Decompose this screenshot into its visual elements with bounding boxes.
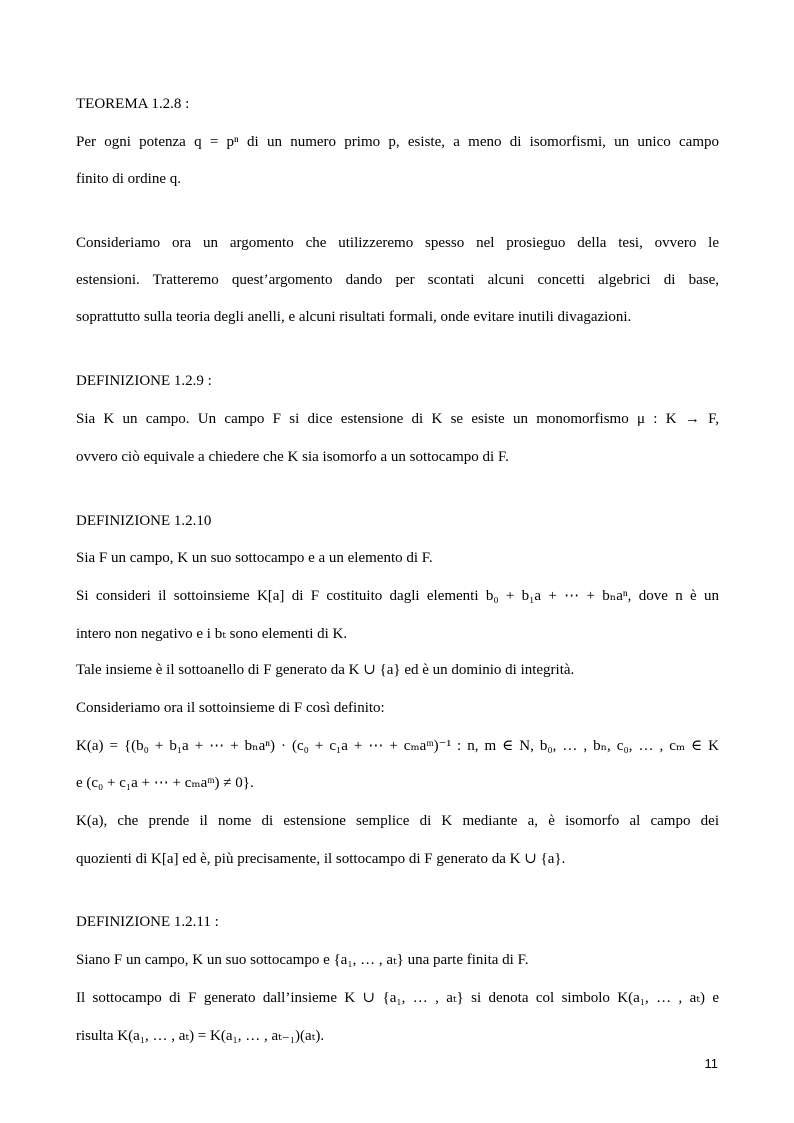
definition-1-2-10-line-6: K(a), che prende il nome di estensione semplice di K mediante a, è isomorfo al campo dei [76,813,719,829]
intro-paragraph-line-2: estensioni. Tratteremo quest’argomento dando per scontati alcuni concetti algebrici di base, [76,272,719,288]
definition-1-2-10-line-7: quozienti di K[a] ed è, più precisamente, il sottocampo di F generato da K ∪ {a}. [76,851,566,867]
definition-1-2-9-line-2: ovvero ciò equivale a chiedere che K sia isomorfo a un sottocampo di F. [76,449,509,465]
definition-1-2-11-line-2: Il sottocampo di F generato dall’insieme K ∪ {a₁, … , aₜ} si denota col simbolo K(a₁, … , aₜ) e [76,990,719,1006]
definition-1-2-10-formula-line-1: K(a) = {(b₀ + b₁a + ⋯ + bₙaⁿ) · (c₀ + c₁a + ⋯ + cₘaᵐ)⁻¹ : n, m ∈ N, b₀, … , bₙ, c₀, … , cₘ ∈ K [76,738,719,754]
intro-paragraph-line-1: Consideriamo ora un argomento che utilizzeremo spesso nel prosieguo della tesi, ovvero le [76,235,719,251]
definition-1-2-10-line-4: Tale insieme è il sottoanello di F generato da K ∪ {a} ed è un dominio di integrità. [76,662,575,678]
definition-1-2-10-formula-line-2: e (c₀ + c₁a + ⋯ + cₘaᵐ) ≠ 0}. [76,775,254,791]
theorem-text-line-2: finito di ordine q. [76,171,181,187]
theorem-text-line-1: Per ogni potenza q = pⁿ di un numero primo p, esiste, a meno di isomorfismi, un unico campo [76,134,719,150]
definition-1-2-11-line-1: Siano F un campo, K un suo sottocampo e {a₁, … , aₜ} una parte finita di F. [76,952,529,968]
definition-1-2-10-line-2: Si consideri il sottoinsieme K[a] di F costituito dagli elementi b₀ + b₁a + ⋯ + bₙaⁿ, dove n è un [76,588,719,604]
definition-heading-1-2-10: DEFINIZIONE 1.2.10 [76,513,212,529]
page-number: 11 [704,1056,718,1071]
theorem-heading: TEOREMA 1.2.8 : [76,96,190,112]
definition-1-2-10-line-1: Sia F un campo, K un suo sottocampo e a un elemento di F. [76,550,433,566]
definition-1-2-11-line-3: risulta K(a₁, … , aₜ) = K(a₁, … , aₜ₋₁)(aₜ). [76,1028,325,1044]
definition-1-2-10-line-5: Consideriamo ora il sottoinsieme di F così definito: [76,700,385,716]
definition-1-2-9-line-1: Sia K un campo. Un campo F si dice estensione di K se esiste un monomorfismo μ : K → F, [76,411,719,427]
definition-heading-1-2-9: DEFINIZIONE 1.2.9 : [76,373,212,389]
intro-paragraph-line-3: soprattutto sulla teoria degli anelli, e alcuni risultati formali, onde evitare inutili divagazioni. [76,309,632,325]
definition-1-2-10-line-3: intero non negativo e i bₜ sono elementi di K. [76,626,348,642]
definition-heading-1-2-11: DEFINIZIONE 1.2.11 : [76,914,219,930]
